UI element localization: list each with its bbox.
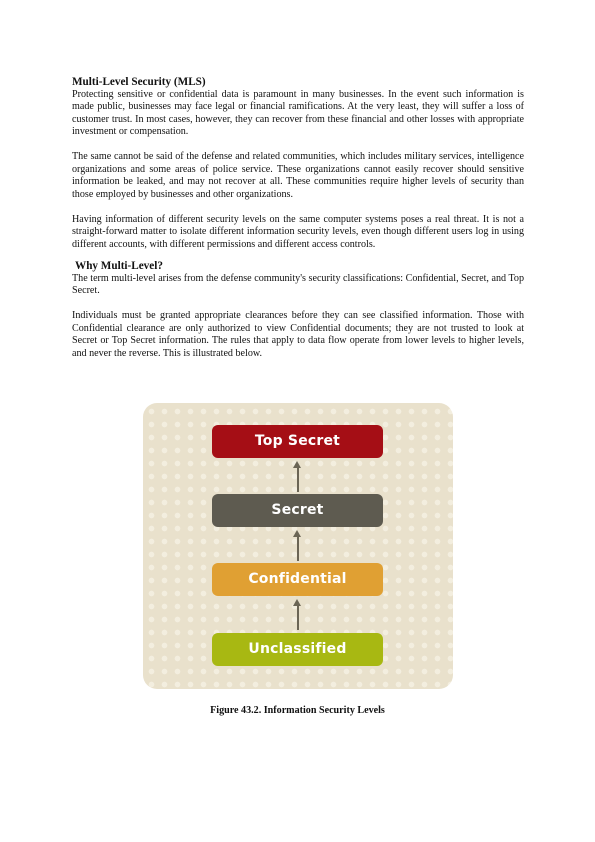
- paragraph-clearances: Individuals must be granted appropriate clearances before they can see classified information. Those with Confidential clearance are only authorized to view Confidential documents; they are not trusted to look at Secret or Top Secret information. The rules that apply to data flow operate from lower levels to higher levels, and never the reverse. This is illustrated below.: [72, 310, 524, 359]
- level-confidential: Confidential: [212, 563, 383, 596]
- level-secret: Secret: [212, 494, 383, 527]
- paragraph-mls-intro: Protecting sensitive or confidential data is paramount in many businesses. In the event such information is made public, businesses may face legal or financial ramifications. At the very least, they will suffer a loss of customer trust. In most cases, however, they can recover from these financial and other losses with appropriate investment or compensation.: [72, 89, 524, 138]
- subsection-heading-why-multi-level: Why Multi-Level?: [75, 259, 163, 272]
- arrow-up-icon: [296, 461, 299, 492]
- paragraph-term-multi-level: The term multi-level arises from the defense community's security classifications: Confidential, Secret, and Top Secret.: [72, 272, 524, 297]
- paragraph-different-levels-threat: Having information of different security levels on the same computer systems poses a real threat. It is not a straight-forward matter to isolate different information security levels, even though different users log in using different accounts, with different permissions and different access controls.: [72, 213, 524, 250]
- section-heading-mls: Multi-Level Security (MLS): [72, 76, 206, 88]
- security-levels-figure: [143, 403, 453, 689]
- figure-caption: Figure 43.2. Information Security Levels: [210, 705, 385, 716]
- level-unclassified: Unclassified: [212, 633, 383, 666]
- paragraph-defense-communities: The same cannot be said of the defense and related communities, which includes military services, intelligence organizations and some areas of police service. These organizations cannot easily recover should sensitive information be leaked, and may not recover at all. These communities require higher levels of security than those employed by businesses and other organizations.: [72, 151, 524, 200]
- arrow-up-icon: [296, 599, 299, 630]
- document-body: [72, 76, 524, 360]
- arrow-up-icon: [296, 530, 299, 561]
- level-top-secret: Top Secret: [212, 425, 383, 458]
